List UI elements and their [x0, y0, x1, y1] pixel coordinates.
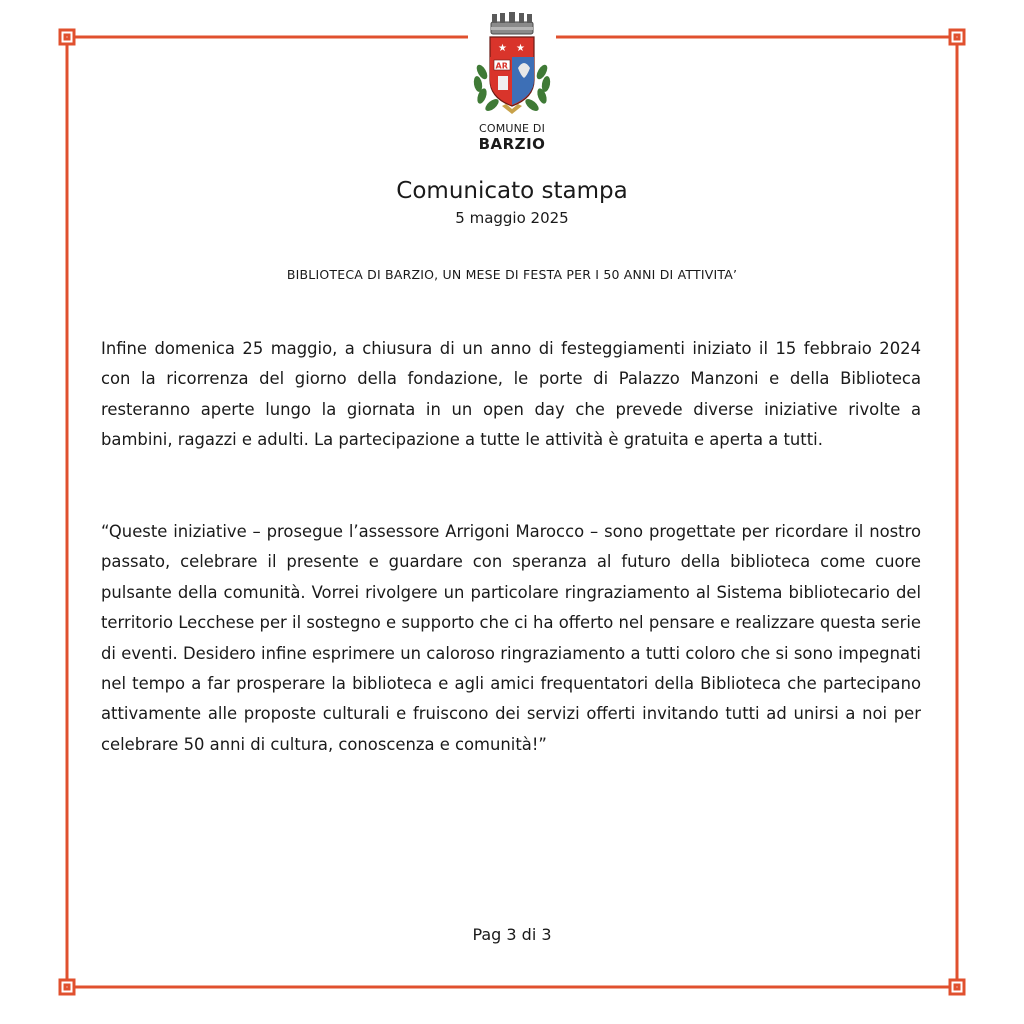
svg-text:AR: AR [495, 61, 508, 71]
corner-ornament-bottom-left [60, 972, 82, 994]
municipal-crest-logo [462, 10, 562, 120]
crown-icon [491, 12, 533, 34]
press-release-headline: BIBLIOTECA DI BARZIO, UN MESE DI FESTA PER I 50 ANNI DI ATTIVITA’ [286, 267, 738, 282]
shield-icon [490, 37, 534, 106]
page-number: Pag 3 di 3 [472, 925, 552, 944]
document-type-title: Comunicato stampa [396, 178, 628, 204]
corner-ornament-top-right [942, 30, 964, 52]
municipality-name: BARZIO [478, 135, 546, 153]
document-date: 5 maggio 2025 [455, 209, 569, 227]
municipality-brand [412, 122, 612, 153]
body-paragraph-2: “Queste iniziative – prosegue l’assessore Arrigoni Marocco – sono progettate per ricordare il nostro passato, celebrare il presente e guardare con speranza al futuro della biblioteca come cuore pulsante della comunità. Vorrei rivolgere un particolare ringraziamento al Sistema bibliotecario del territorio Lecchese per il sostegno e supporto che ci ha offerto nel pensare e realizzare questa serie di eventi. Desidero infine esprimere un caloroso ringraziamento a tutti coloro che si sono impegnati nel tempo a far prosperare la biblioteca e agli amici frequentatori della Biblioteca che partecipano attivamente alle proposte culturali e fruiscono dei servizi offerti invitando tutti ad unirsi a noi per celebrare 50 anni di cultura, conoscenza e comunità!” [101, 522, 921, 754]
municipality-prefix: COMUNE DI [478, 122, 546, 135]
star-icon: ★ [498, 43, 507, 54]
star-icon: ★ [516, 43, 525, 54]
corner-ornament-bottom-right [942, 972, 964, 994]
corner-ornament-top-left [60, 30, 82, 52]
body-paragraph-1: Infine domenica 25 maggio, a chiusura di un anno di festeggiamenti iniziato il 15 febbraio 2024 con la ricorrenza del giorno della fondazione, le porte di Palazzo Manzoni e della Biblioteca resteranno aperte lungo la giornata in un open day che prevede diverse iniziative rivolte a bambini, ragazzi e adulti. La partecipazione a tutte le attività è gratuita e aperta a tutti. [101, 339, 921, 450]
